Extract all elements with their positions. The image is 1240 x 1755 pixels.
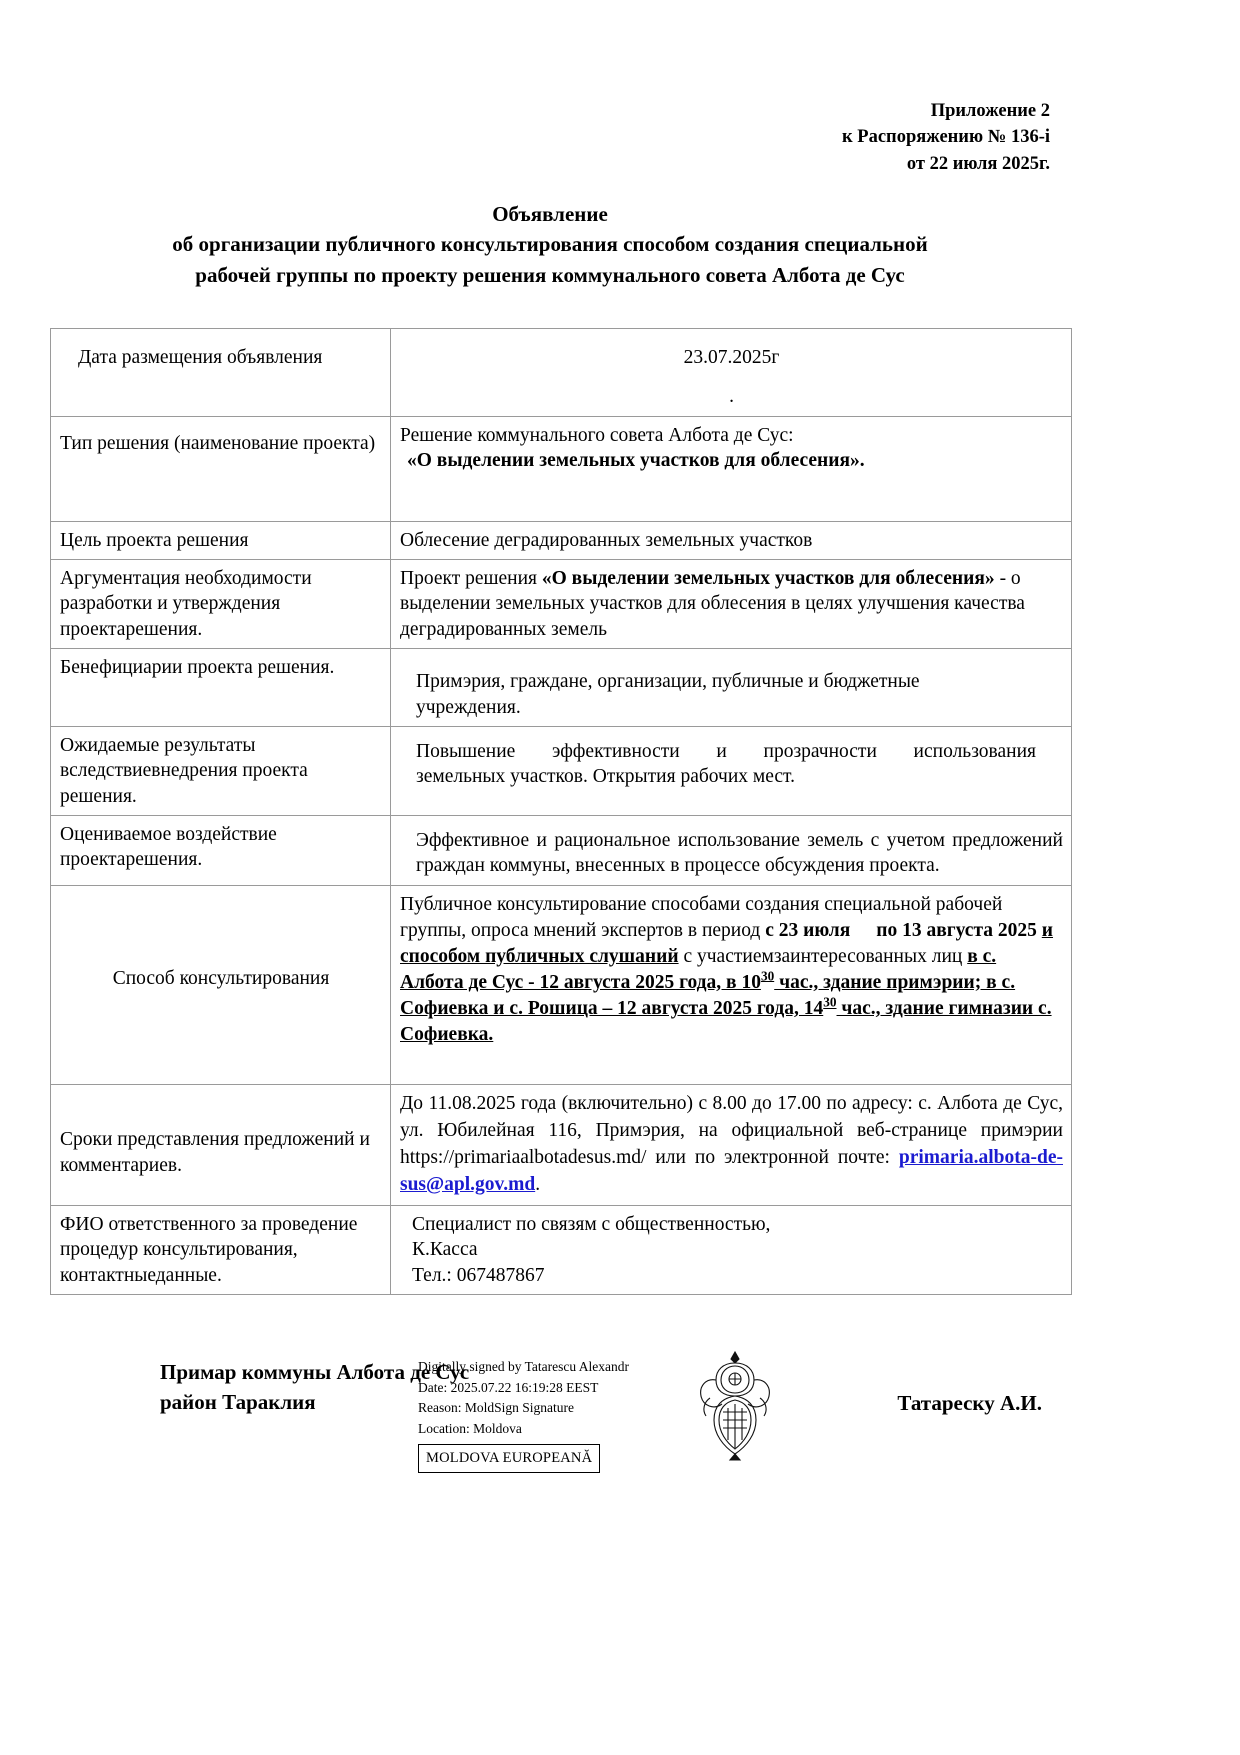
table-row <box>51 1085 1072 1206</box>
label-text: Тип решения (наименование проекта) <box>60 432 376 454</box>
signatory-title-line-1: Примар коммуны Албота де Сус <box>160 1359 470 1384</box>
value-line-1: Эффективное и рациональное использование земель с учетом предложений граждан коммуны, внесенных в процессе обсуждения проекта. <box>416 829 1063 877</box>
table-row <box>51 329 1072 417</box>
signed-location-line: Location: Moldova <box>418 1420 522 1436</box>
value-line-2: К.Касса <box>412 1239 478 1261</box>
value-line-3: Тел.: 067487867 <box>412 1264 545 1286</box>
table-row <box>51 649 1072 727</box>
value-line-1: Специалист по связям с общественностью, <box>412 1213 771 1235</box>
row-value <box>391 726 1072 815</box>
order-date: от 22 июля 2025г. <box>906 153 1050 174</box>
consult-time-sup-2: 30 <box>823 994 837 1010</box>
value-line-1: Повышение эффективности и прозрачности использования <box>416 740 1036 762</box>
value-line-1: 23.07.2025г <box>683 347 780 369</box>
row-value <box>391 521 1072 559</box>
signed-by-line: Digitally signed by Tatarescu Alexandr <box>418 1359 630 1374</box>
consult-venue-1: в с. Албота де Сус - 12 августа 2025 года, в 10 <box>400 945 997 993</box>
page-title-block <box>50 199 1050 290</box>
document-content <box>50 0 1063 1418</box>
digital-signature-stamp <box>418 1357 629 1473</box>
row-value <box>391 416 1072 521</box>
row-label <box>51 815 391 885</box>
row-label <box>51 560 391 649</box>
value-line-1: Решение коммунального совета Албота де Сус: <box>400 424 794 446</box>
consult-paragraph: Публичное консультирование способами создания специальной рабочей группы, опроса мнений экспертов в период <box>400 893 1003 941</box>
row-label <box>51 1085 391 1206</box>
table-row <box>51 560 1072 649</box>
row-value <box>391 1085 1072 1206</box>
row-value <box>391 885 1072 1085</box>
value-line-2: учреждения. <box>416 696 521 718</box>
value-bold-part: «О выделении земельных участков для облесения» <box>541 568 995 590</box>
consult-mid-text: с участиемзаинтересованных лиц <box>678 945 968 967</box>
value-line-1: Облесение деградированных земельных участков <box>400 529 813 551</box>
email-link[interactable]: primaria.albota-de-sus@apl.gov.md <box>400 1147 1063 1196</box>
signatory-name: Татареску А.И. <box>897 1390 1042 1415</box>
value-line-2: земельных участков. Открытия рабочих мест. <box>416 766 795 788</box>
table-row <box>51 885 1072 1085</box>
consult-venue-2: час., здание примэрии; в с. Софиевка и с. Рошица – 12 августа 2025 года, 14 <box>400 971 1016 1020</box>
row-label <box>51 416 391 521</box>
label-text: Способ консультирования <box>112 967 330 989</box>
appendix-number: Приложение 2 <box>930 101 1050 121</box>
consult-hearing-method: и способом публичных слушаний <box>400 919 1054 967</box>
value-line-2: . <box>729 386 734 408</box>
value-suffix: - о выделении земельных участков для облесения в целях улучшения качества деградированных земель <box>400 568 1025 640</box>
row-label <box>51 1205 391 1294</box>
value-text <box>400 566 1063 642</box>
label-text: ФИО ответственного за проведение процедур консультирования, контактныеданные. <box>60 1213 358 1286</box>
moldova-coat-of-arms-icon <box>690 1348 780 1463</box>
value-prefix: Проект решения <box>400 568 542 590</box>
consultation-method-text <box>400 892 1063 1079</box>
row-value <box>391 560 1072 649</box>
row-value <box>391 329 1072 417</box>
signed-date-line: Date: 2025.07.22 16:19:28 EEST <box>418 1379 599 1395</box>
row-label <box>51 329 391 417</box>
consult-end-date: по 13 августа 2025 <box>876 919 1037 941</box>
consult-venue-3: час., здание гимназии с. Софиевка. <box>400 998 1052 1046</box>
label-text: Бенефициарии проекта решения. <box>60 657 335 679</box>
page-subtitle-line-2: рабочей группы по проекту решения коммунального совета Албота де Сус <box>195 262 905 287</box>
table-row <box>51 1205 1072 1294</box>
row-label <box>51 649 391 727</box>
label-text: Цель проекта решения <box>60 529 249 551</box>
label-text: Дата размещения объявления <box>78 347 323 369</box>
signed-reason-line: Reason: MoldSign Signature <box>418 1400 574 1416</box>
deadline-suffix: . <box>535 1174 541 1196</box>
announcement-table <box>50 328 1072 1295</box>
row-value <box>391 815 1072 885</box>
row-value <box>391 1205 1072 1294</box>
label-text: Оцениваемое воздействие проектарешения. <box>60 823 277 871</box>
table-row <box>51 815 1072 885</box>
label-text: Ожидаемые результаты вследствиевнедрения проекта решения. <box>60 734 308 807</box>
page-title: Объявление <box>492 201 608 226</box>
consult-time-sup-1: 30 <box>760 968 775 984</box>
order-reference: к Распоряжению № 136-i <box>842 127 1050 148</box>
consult-start-date: с 23 июля <box>765 919 851 941</box>
deadline-text <box>400 1091 1063 1199</box>
value-line-2: «О выделении земельных участков для облесения». <box>407 450 865 472</box>
label-text: Сроки представления предложений и комментариев. <box>60 1129 370 1176</box>
deadline-prefix: До 11.08.2025 года (включительно) с 8.00 до 17.00 по адресу: с. Албота де Сус, ул. Юбилейная 116, Примэрия, на официальной веб-странице примэрии https://primariaalbotadesus.md/ или по электронной почте: <box>400 1093 1063 1169</box>
row-value <box>391 649 1072 727</box>
table-row <box>51 416 1072 521</box>
page-subtitle-line-1: об организации публичного консультирования способом создания специальной <box>172 232 928 257</box>
row-label <box>51 885 391 1085</box>
signatory-title-line-2: район Тараклия <box>160 1390 316 1415</box>
label-text: Аргументация необходимости разработки и утверждения проектарешения. <box>60 568 312 640</box>
value-line-1: Примэрия, граждане, организации, публичные и бюджетные <box>416 671 920 693</box>
row-label <box>51 726 391 815</box>
table-row <box>51 726 1072 815</box>
signature-badge: MOLDOVA EUROPEANĂ <box>418 1444 600 1473</box>
document-header-block <box>50 98 1050 177</box>
table-row <box>51 521 1072 559</box>
row-label <box>51 521 391 559</box>
